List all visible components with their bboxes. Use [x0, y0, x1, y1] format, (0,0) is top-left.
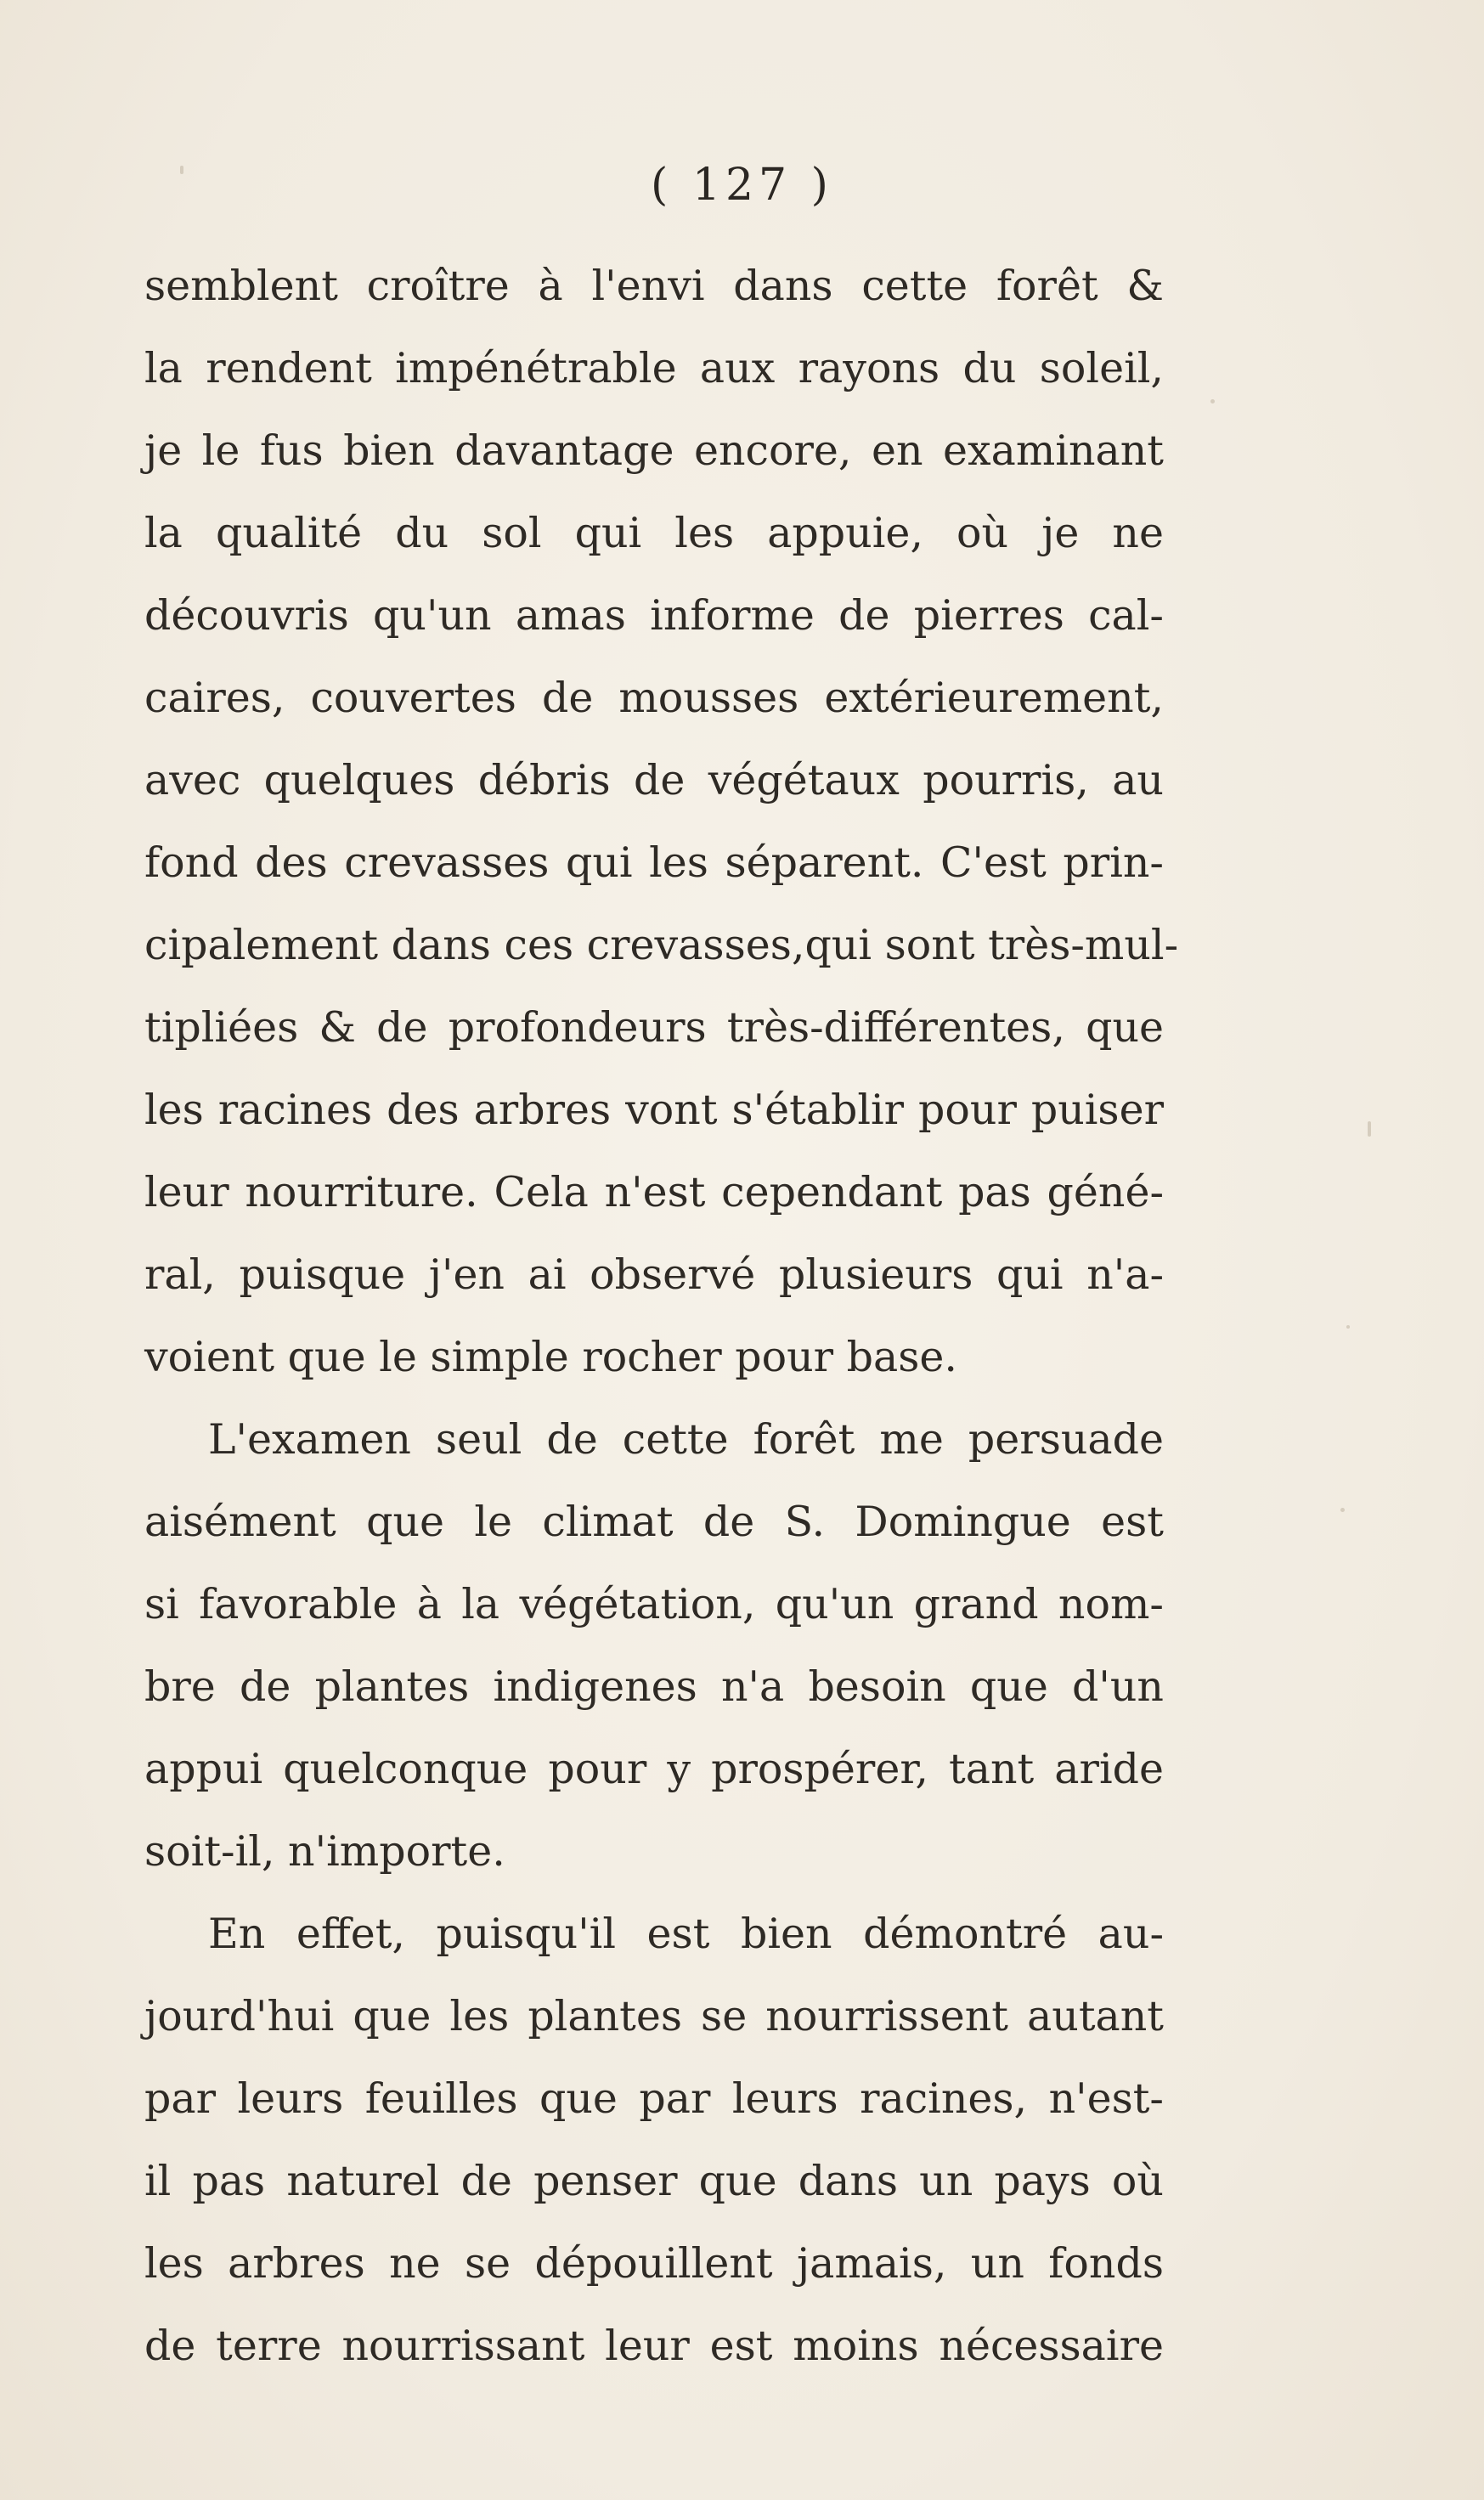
- paragraph-end-line: voient que le simple rocher pour base.: [144, 1333, 957, 1381]
- text-line: cipalement dans ces crevasses,qui sont très-mul-: [144, 921, 1179, 969]
- paragraph-start-line: En effet, puisqu'il est bien démontré au-: [208, 1910, 1164, 1958]
- paragraph-start-line: L'examen seul de cette forêt me persuade: [208, 1415, 1164, 1464]
- text-line: par leurs feuilles que par leurs racines, n'est-: [144, 2074, 1164, 2123]
- text-line: découvris qu'un amas informe de pierres cal-: [144, 591, 1164, 640]
- paper-speck: [1346, 1325, 1350, 1329]
- paper-speck: [1340, 1508, 1345, 1512]
- paper-speck: [180, 166, 183, 174]
- text-line: si favorable à la végétation, qu'un grand nom-: [144, 1580, 1164, 1628]
- page-body: [144, 245, 1179, 2387]
- text-line: les racines des arbres vont s'établir pour puiser: [144, 1086, 1164, 1134]
- text-line: tipliées & de profondeurs très-différentes, que: [144, 1003, 1164, 1052]
- paragraph-end-line: soit-il, n'importe.: [144, 1827, 505, 1876]
- text-line: appui quelconque pour y prospérer, tant aride: [144, 1745, 1164, 1793]
- text-line: semblent croître à l'envi dans cette forêt &: [144, 262, 1164, 310]
- text-line: aisément que le climat de S. Domingue est: [144, 1498, 1164, 1546]
- paper-speck: [1368, 1121, 1371, 1137]
- page-number-header: ( 127 ): [651, 160, 833, 211]
- text-line: avec quelques débris de végétaux pourris, au: [144, 756, 1164, 804]
- text-line: de terre nourrissant leur est moins nécessaire: [144, 2322, 1164, 2370]
- text-line: la rendent impénétrable aux rayons du soleil,: [144, 344, 1164, 392]
- text-line: il pas naturel de penser que dans un pays où: [144, 2157, 1164, 2205]
- text-line: jourd'hui que les plantes se nourrissent autant: [144, 1992, 1164, 2040]
- text-line: fond des crevasses qui les séparent. C'est prin-: [144, 838, 1164, 887]
- text-line: bre de plantes indigenes n'a besoin que d'un: [144, 1662, 1164, 1711]
- text-line: les arbres ne se dépouillent jamais, un fonds: [144, 2239, 1164, 2288]
- text-line: ral, puisque j'en ai observé plusieurs qui n'a-: [144, 1250, 1164, 1299]
- text-line: caires, couvertes de mousses extérieurement,: [144, 674, 1164, 722]
- text-line: je le fus bien davantage encore, en examinant: [144, 426, 1164, 475]
- text-line: leur nourriture. Cela n'est cependant pas géné-: [144, 1168, 1164, 1216]
- text-line: la qualité du sol qui les appuie, où je ne: [144, 509, 1164, 557]
- paper-speck: [1210, 399, 1215, 403]
